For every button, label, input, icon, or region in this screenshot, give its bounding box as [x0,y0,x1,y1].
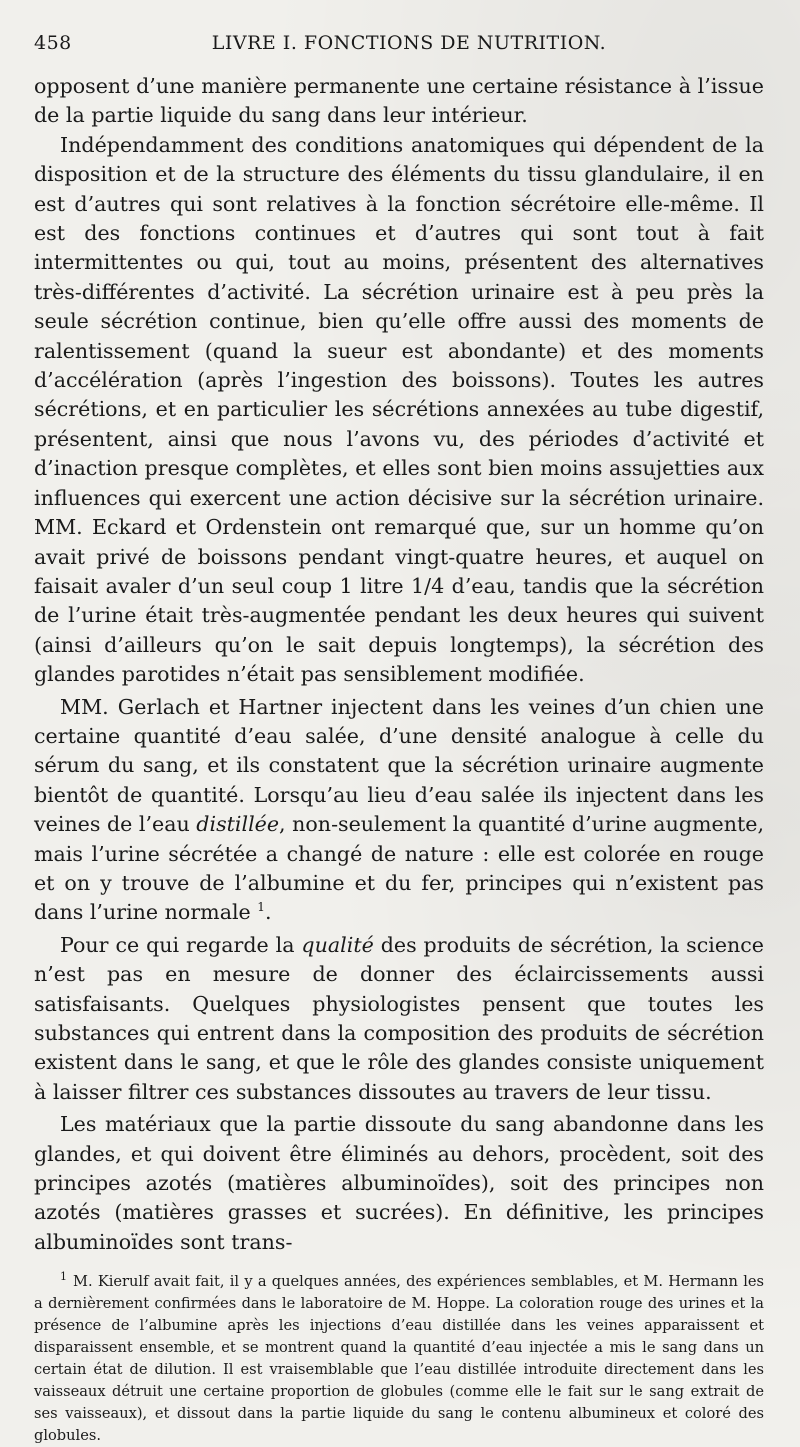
paragraph-4 [34,931,764,1107]
body-text [34,72,764,1257]
footnote-1 [34,1271,764,1447]
running-head [34,30,764,64]
paragraph-3-text-a: MM. Gerlach et Hartner injectent dans les veines d’un chien une certaine quantité d’eau salée, d’une densité analogue à celle du sérum du sang, et ils constatent que la sécrétion urinaire augmente bientôt de quantité. Lorsqu’au lieu d’eau salée ils injectent dans les veines de l’eau [34,694,764,837]
footnotes [34,1271,764,1447]
footnote-text: M. Kierulf avait fait, il y a quelques années, des expériences semblables, et M. Hermann les a dernièrement confirmées dans le laboratoire de M. Hoppe. La coloration rouge des urines et la présence de l’albumine après les injections d’eau distillée dans les veines apparaissent et disparaissent ensemble, et se montrent quand la quantité d’eau injectée a mis le sang dans un certain état de dilution. Il est vraisemblable que l’eau distillée introduite directement dans les vaisseaux détruit une certaine proportion de globules (comme elle le fait sur le sang extrait de ses vaisseaux), et dissout dans la partie liquide du sang le contenu albumineux et coloré des globules. [34,1273,764,1445]
page-number: 458 [34,32,72,54]
paragraph-3-text-b: , non-seulement la quantité d’urine augmente, mais l’urine sécrétée a changé de nature : elle est colorée en rouge et on y trouve de l’albumine et du fer, principes qui n’existent pas dans l’urine normale [34,812,765,925]
paragraph-4-text-a: Pour ce qui regarde la [60,932,302,957]
paragraph-3 [34,693,764,928]
paragraph-5: Les matériaux que la partie dissoute du sang abandonne dans les glandes, et qui doivent être éliminés au dehors, procèdent, soit des principes azotés (matières albuminoïdes), soit des principes non azotés (matières grasses et sucrées). En définitive, les principes albuminoïdes sont trans- [34,1112,764,1254]
running-title: LIVRE I. FONCTIONS DE NUTRITION. [211,32,607,54]
footnote-reference: 1 [257,900,265,915]
emphasis-qualite: qualité [301,932,374,957]
paragraph-2: Indépendamment des conditions anatomiques qui dépendent de la disposition et de la structure des éléments du tissu glandulaire, il en est d’autres qui sont relatives à la fonction sécrétoire elle-même. Il est des fonctions continues et d’autres qui sont tout à fait intermittentes ou qui, tout au moins, présentent des alternatives très-différentes d’activité. La sécrétion urinaire est à peu près la seule sécrétion continue, bien qu’elle offre aussi des moments de ralentissement (quand la sueur est abondante) et des moments d’accélération (après l’ingestion des boissons). Toutes les autres sécrétions, et en particulier les sécrétions annexées au tube digestif, présentent, ainsi que nous l’avons vu, des périodes d’activité et d’inaction presque complètes, et elles sont bien moins assujetties aux influences qui exercent une action décisive sur la sécrétion urinaire. MM. Eckard et Ordenstein ont remarqué que, sur un homme qu’on avait privé de boissons pendant vingt-quatre heures, et auquel on faisait avaler d’un seul coup 1 litre 1/4 d’eau, tandis que la sécrétion de l’urine était très-augmentée pendant les deux heures qui suivent (ainsi d’ailleurs qu’on le sait depuis longtemps), la sécrétion des glandes parotides n’était pas sensiblement modifiée. [34,132,764,687]
emphasis-distillee: distillée [196,812,280,837]
paragraph-4-text-b: des produits de sécrétion, la science n’est pas en mesure de donner des éclaircissements aussi satisfaisants. Quelques physiologistes pensent que toutes les substances qui entrent dans la composition des produits de sécrétion existent dans le sang, et que le rôle des glandes consiste uniquement à laisser filtrer ces substances dissoutes au travers de leur tissu. [34,932,764,1104]
footnote-mark: 1 [60,1270,67,1284]
paragraph-1: opposent d’une manière permanente une certaine résistance à l’issue de la partie liquide du sang dans leur intérieur. [34,74,764,128]
paragraph-3-end: . [264,900,272,925]
